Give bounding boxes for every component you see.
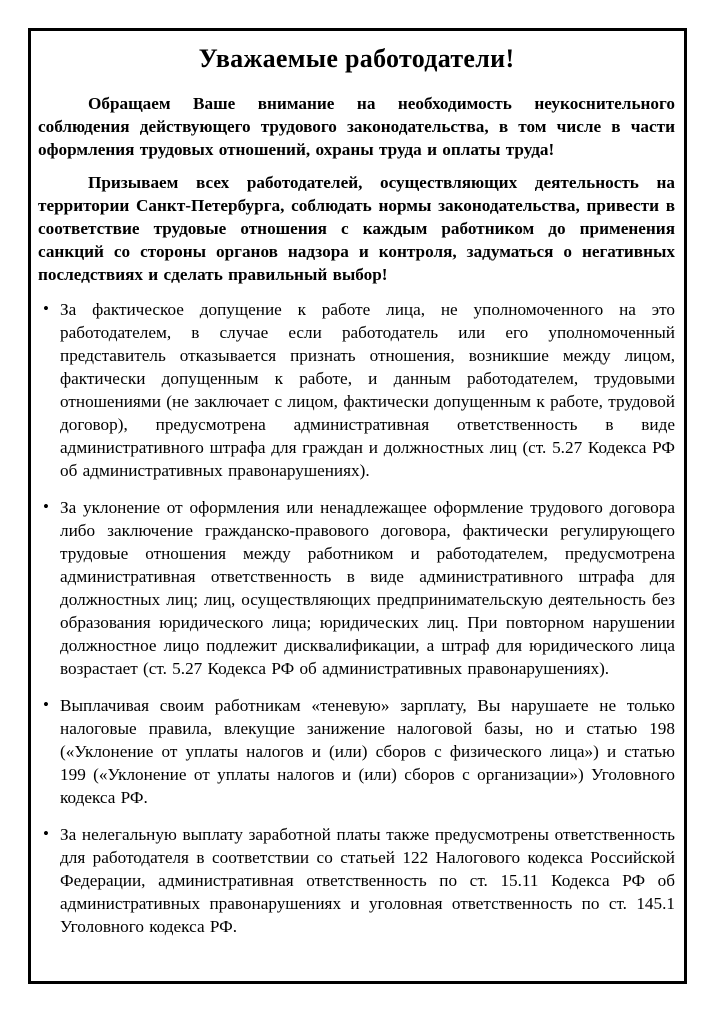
bullet-list <box>38 298 675 938</box>
bullet-item-1 <box>43 298 675 482</box>
bullet-item-2 <box>43 496 675 680</box>
bullet-item-text: Выплачивая своим работникам «теневую» зарплату, Вы нарушаете не только налоговые правила, влекущие занижение налоговой базы, но и статью 198 («Уклонение от уплаты налогов и (или) сборов с физического лица») и статью 199 («Уклонение от уплаты налогов и (или) сборов с организации») Уголовного кодекса РФ. <box>60 696 675 807</box>
bullet-item-text: За нелегальную выплату заработной платы также предусмотрены ответственность для работодателя в соответствии со статьей 122 Налогового кодекса Российской Федерации, административная ответственность по ст. 15.11 Кодекса РФ об административных правонарушениях и уголовная ответственность по ст. 145.1 Уголовного кодекса РФ. <box>60 825 675 936</box>
bullet-icon: • <box>43 497 49 516</box>
bullet-item-4 <box>43 823 675 938</box>
bullet-icon: • <box>43 695 49 714</box>
bullet-item-text: За уклонение от оформления или ненадлежащее оформление трудового договора либо заключение гражданско-правового договора, фактически регулирующего трудовые отношения между работником и работодателем, предусмотрена административная ответственность в виде административного штрафа для должностных лиц; лиц, осуществляющих предпринимательскую деятельность без образования юридического лица; юридических лиц. При повторном нарушении должностное лицо подлежит дисквалификации, а штраф для юридического лица возрастает (ст. 5.27 Кодекса РФ об административных правонарушениях). <box>60 498 675 678</box>
document-title: Уважаемые работодатели! <box>198 44 515 73</box>
intro-paragraph-2: Призываем всех работодателей, осуществляющих деятельность на территории Санкт-Петербурга, соблюдать нормы законодательства, привести в соответствие трудовые отношения с каждым работником до применения санкций со стороны органов надзора и контроля, задуматься о негативных последствиях и сделать правильный выбор! <box>38 173 675 284</box>
page-border-frame <box>28 28 687 984</box>
bullet-icon: • <box>43 299 49 318</box>
intro-paragraph-1: Обращаем Ваше внимание на необходимость неукоснительного соблюдения действующего трудового законодательства, в том числе в части оформления трудовых отношений, охраны труда и оплаты труда! <box>38 94 675 159</box>
bullet-item-3 <box>43 694 675 809</box>
bullet-icon: • <box>43 824 49 843</box>
bullet-item-text: За фактическое допущение к работе лица, не уполномоченного на это работодателем, в случае если работодатель или его уполномоченный представитель отказывается признать отношения, возникшие между лицом, фактически допущенным к работе, и данным работодателем, трудовыми отношениями (не заключает с лицом, фактически допущенным к работе, трудовой договор), предусмотрена административная ответственность в виде административного штрафа для граждан и должностных лиц (ст. 5.27 Кодекса РФ об административных правонарушениях). <box>60 300 675 480</box>
